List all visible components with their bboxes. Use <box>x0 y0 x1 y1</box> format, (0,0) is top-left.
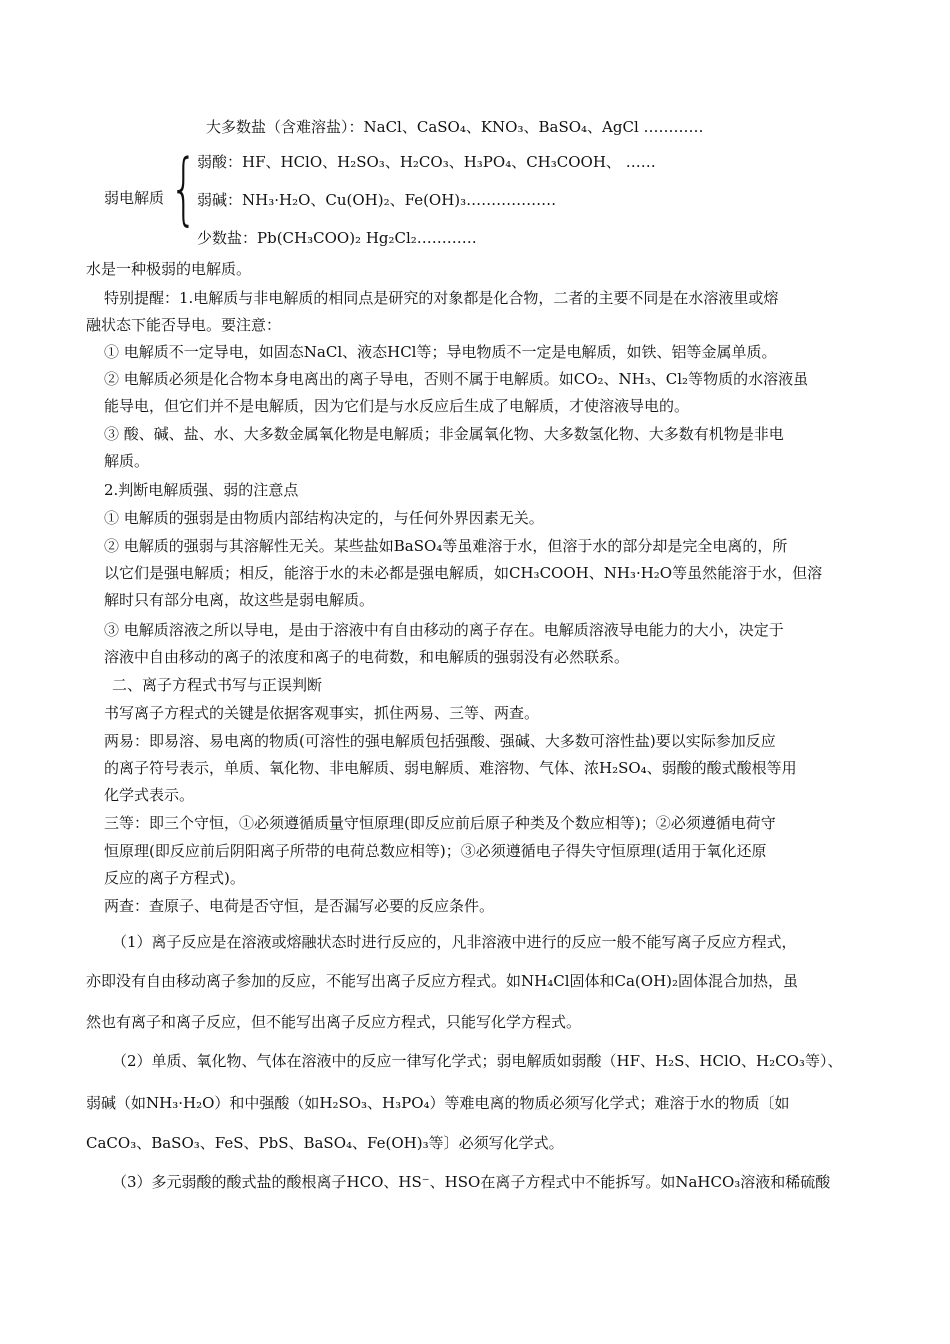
text-line: 能导电，但它们并不是电解质，因为它们是与水反应后生成了电解质，才使溶液导电的。 <box>104 397 690 415</box>
text-line: 特别提醒：1.电解质与非电解质的相同点是研究的对象都是化合物，二者的主要不同是在水溶液里或熔 <box>104 289 779 307</box>
text-line: 2.判断电解质强、弱的注意点 <box>104 481 299 499</box>
text-line: 两易：即易溶、易电离的物质(可溶性的强电解质包括强酸、强碱、大多数可溶性盐)要以实际参加反应 <box>104 732 776 750</box>
text-line: 书写离子方程式的关键是依据客观事实，抓住两易、三等、两查。 <box>104 704 540 722</box>
text-line: 然也有离子和离子反应，但不能写出离子反应方程式，只能写化学方程式。 <box>86 1013 582 1031</box>
text-line: （2）单质、氧化物、气体在溶液中的反应一律写化学式；弱电解质如弱酸（HF、H₂S、HClO、H₂CO₃等）、 <box>112 1052 843 1070</box>
section-heading: 二、离子方程式书写与正误判断 <box>112 676 323 694</box>
text-line: 以它们是强电解质；相反，能溶于水的未必都是强电解质，如CH₃COOH、NH₃·H₂O等虽然能溶于水，但溶 <box>104 564 823 582</box>
text-line: 少数盐：Pb(CH₃COO)₂ Hg₂Cl₂………… <box>197 229 477 247</box>
text-line: ③ 电解质溶液之所以导电，是由于溶液中有自由移动的离子存在。电解质溶液导电能力的大小，决定于 <box>104 621 784 639</box>
text-line: （3）多元弱酸的酸式盐的酸根离子HCO、HS⁻、HSO在离子方程式中不能拆写。如NaHCO₃溶液和稀硫酸 <box>112 1173 831 1191</box>
text-line: ③ 酸、碱、盐、水、大多数金属氧化物是电解质；非金属氧化物、大多数氢化物、大多数有机物是非电 <box>104 425 784 443</box>
text-line: 弱碱：NH₃·H₂O、Cu(OH)₂、Fe(OH)₃……………… <box>197 191 557 209</box>
text-line: ② 电解质的强弱与其溶解性无关。某些盐如BaSO₄等虽难溶于水，但溶于水的部分却是完全电离的，所 <box>104 537 788 555</box>
text-line: 三等：即三个守恒，①必须遵循质量守恒原理(即反应前后原子种类及个数应相等)；②必须遵循电荷守 <box>104 814 776 832</box>
text-line: 两查：查原子、电荷是否守恒，是否漏写必要的反应条件。 <box>104 897 495 915</box>
text-line: 恒原理(即反应前后阴阳离子所带的电荷总数应相等)；③必须遵循电子得失守恒原理(适用于氧化还原 <box>104 842 767 860</box>
text-line: 解时只有部分电离，故这些是弱电解质。 <box>104 591 375 609</box>
text-line: 亦即没有自由移动离子参加的反应，不能写出离子反应方程式。如NH₄Cl固体和Ca(OH)₂固体混合加热，虽 <box>86 972 799 990</box>
text-line: 弱碱（如NH₃·H₂O）和中强酸（如H₂SO₃、H₃PO₄）等难电离的物质必须写化学式；难溶于水的物质〔如 <box>86 1094 790 1112</box>
text-line: 的离子符号表示，单质、氧化物、非电解质、弱电解质、难溶物、气体、浓H₂SO₄、弱酸的酸式酸根等用 <box>104 759 797 777</box>
text-line: 反应的离子方程式)。 <box>104 869 245 887</box>
text-line: 弱电解质 <box>104 189 165 207</box>
text-line: 化学式表示。 <box>104 786 195 804</box>
text-line: ① 电解质不一定导电，如固态NaCl、液态HCl等；导电物质不一定是电解质，如铁、铝等金属单质。 <box>104 343 777 361</box>
text-line: ② 电解质必须是化合物本身电离出的离子导电，否则不属于电解质。如CO₂、NH₃、Cl₂等物质的水溶液虽 <box>104 370 809 388</box>
text-line: 大多数盐（含难溶盐）：NaCl、CaSO₄、KNO₃、BaSO₄、AgCl ………… <box>206 118 704 136</box>
text-line: （1）离子反应是在溶液或熔融状态时进行反应的，凡非溶液中进行的反应一般不能写离子反应方程式， <box>112 933 797 951</box>
text-line: CaCO₃、BaSO₃、FeS、PbS、BaSO₄、Fe(OH)₃等〕必须写化学式。 <box>86 1134 564 1152</box>
text-line: 解质。 <box>104 452 150 470</box>
text-line: 融状态下能否导电。要注意： <box>86 316 282 334</box>
brace-symbol: { <box>170 144 198 234</box>
text-line: 弱酸：HF、HClO、H₂SO₃、H₂CO₃、H₃PO₄、CH₃COOH、 …… <box>197 153 656 171</box>
text-line: 水是一种极弱的电解质。 <box>86 260 252 278</box>
text-line: ① 电解质的强弱是由物质内部结构决定的，与任何外界因素无关。 <box>104 509 544 527</box>
text-line: 溶液中自由移动的离子的浓度和离子的电荷数，和电解质的强弱没有必然联系。 <box>104 648 630 666</box>
